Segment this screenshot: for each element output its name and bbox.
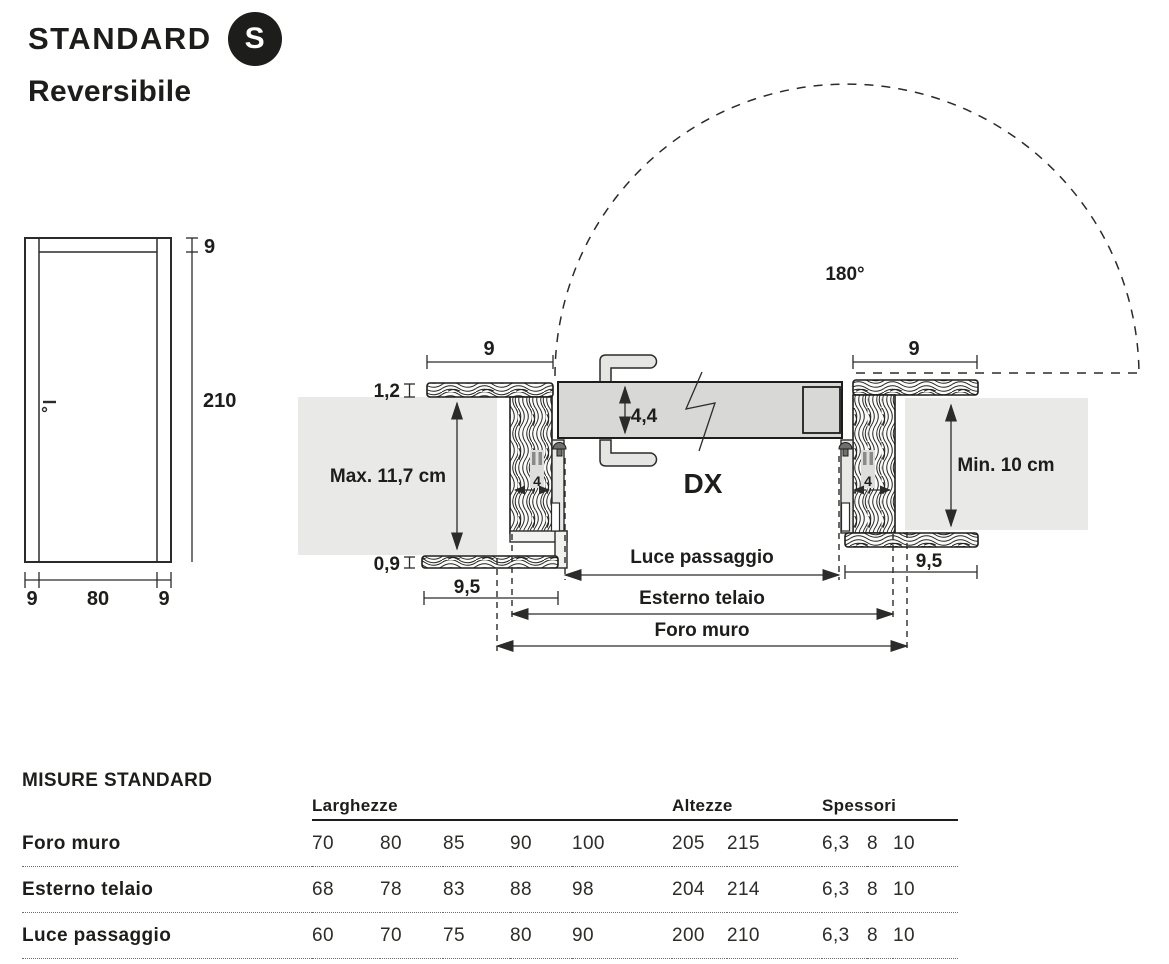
table-cell: 8: [867, 913, 893, 959]
hand-label: DX: [683, 468, 723, 499]
table-cell: 205: [672, 821, 727, 867]
luce-passaggio-label: Luce passaggio: [630, 547, 774, 568]
casing-width-dimensions: [427, 338, 977, 369]
table-header-spacer: [22, 792, 312, 819]
dim-bottom-center: 80: [86, 588, 110, 610]
table-cell: 98: [572, 867, 672, 913]
door-leaf: [558, 355, 842, 499]
dim-height: 210: [203, 390, 237, 412]
table-cell: 85: [443, 821, 510, 867]
swing-arc: [555, 84, 1139, 376]
table-cell: 6,3: [822, 913, 867, 959]
table-title: MISURE STANDARD: [22, 770, 213, 791]
leaf-thickness-label: 4,4: [630, 406, 658, 427]
dim-bottom-left: 9: [26, 588, 38, 610]
swing-angle-label: 180°: [825, 264, 865, 285]
casing-width-right-label: 9: [908, 338, 920, 360]
table-cell: 8: [867, 867, 893, 913]
wall-min-label: Min. 10 cm: [957, 455, 1055, 476]
door-elevation: [25, 236, 236, 610]
table-header-spessori: Spessori: [822, 792, 958, 821]
door-section: [298, 84, 1139, 651]
table-cell: 200: [672, 913, 727, 959]
table-cell: 214: [727, 867, 822, 913]
table-cell: 215: [727, 821, 822, 867]
frame-depth-right-label: 9,5: [915, 551, 943, 572]
table-header-altezze: Altezze: [672, 792, 822, 821]
dim-top-frame: 9: [204, 236, 216, 258]
casing-thickness-bottom-label: 0,9: [373, 554, 400, 575]
table-cell: 60: [312, 913, 380, 959]
table-row-label: Foro muro: [22, 821, 312, 867]
table-cell: 6,3: [822, 821, 867, 867]
table-cell: 210: [727, 913, 822, 959]
page-subtitle: Reversibile: [28, 75, 192, 108]
page-title: STANDARD: [28, 21, 212, 56]
handle-top-icon: [600, 355, 657, 382]
measurements-table: [22, 792, 958, 959]
table-cell: 6,3: [822, 867, 867, 913]
table-cell: 70: [312, 821, 380, 867]
jamb-width-right: 4: [864, 473, 872, 489]
table-cell: 10: [893, 867, 958, 913]
table-cell: 80: [510, 913, 572, 959]
table-cell: 75: [443, 913, 510, 959]
elevation-height-dimension: [186, 236, 236, 562]
dim-bottom-right: 9: [158, 588, 170, 610]
table-cell: 88: [510, 867, 572, 913]
handle-bottom-icon: [600, 440, 657, 466]
frame-depth-left-label: 9,5: [453, 577, 481, 598]
table-cell: 90: [510, 821, 572, 867]
table-cell: 8: [867, 821, 893, 867]
foro-muro-label: Foro muro: [654, 620, 750, 641]
table-cell: 100: [572, 821, 672, 867]
table-row-label: Esterno telaio: [22, 867, 312, 913]
table-header-larghezze: Larghezze: [312, 792, 672, 821]
table-cell: 78: [380, 867, 443, 913]
table-cell: 83: [443, 867, 510, 913]
lock-plate: [803, 387, 840, 433]
table-cell: 90: [572, 913, 672, 959]
casing-thickness-top-label: 1,2: [373, 381, 400, 402]
table-cell: 10: [893, 913, 958, 959]
table-cell: 10: [893, 821, 958, 867]
table-cell: 80: [380, 821, 443, 867]
jamb-width-left: 4: [533, 473, 541, 489]
table-cell: 204: [672, 867, 727, 913]
table-cell: 70: [380, 913, 443, 959]
elevation-width-dimension: [25, 572, 171, 610]
casing-width-left-label: 9: [483, 338, 495, 360]
esterno-telaio-label: Esterno telaio: [639, 588, 765, 609]
table-row-label: Luce passaggio: [22, 913, 312, 959]
wall-max-label: Max. 11,7 cm: [329, 466, 447, 487]
table-cell: 68: [312, 867, 380, 913]
series-badge: S: [228, 12, 282, 66]
